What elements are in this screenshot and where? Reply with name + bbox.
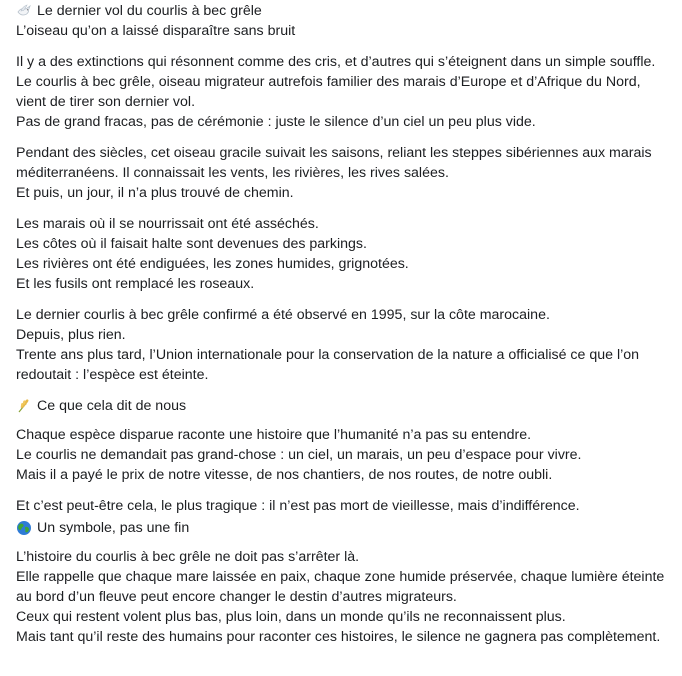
section-symbol-heading-row: [16, 518, 674, 538]
post-title-text: Le dernier vol du courlis à bec grêle: [37, 3, 262, 19]
text-line: Les rivières ont été endiguées, les zones humides, grignotées.: [16, 256, 409, 272]
post-title: [16, 1, 674, 21]
text-line: Les marais où il se nourrissait ont été asséchés.: [16, 216, 319, 232]
text-line: Le courlis à bec grêle, oiseau migrateur autrefois familier des marais d’Europe et d’Afrique du Nord, vient de tirer son dernier vol.: [16, 74, 641, 110]
section-meaning-heading-row: [16, 396, 674, 416]
text-line: Depuis, plus rien.: [16, 327, 126, 343]
last-sighting-paragraph: [16, 305, 674, 385]
text-line: Et puis, un jour, il n’a plus trouvé de chemin.: [16, 185, 294, 201]
causes-paragraph: [16, 214, 674, 294]
text-line: Mais il a payé le prix de notre vitesse, de nos chantiers, de nos routes, de notre oubli.: [16, 467, 553, 483]
text-line: Pendant des siècles, cet oiseau gracile suivait les saisons, reliant les steppes sibériennes aux marais méditerranéens. Il connaissait les vents, les rivières, les rives salées.: [16, 145, 652, 181]
text-line: Les côtes où il faisait halte sont devenues des parkings.: [16, 236, 367, 252]
text-line: Le dernier courlis à bec grêle confirmé a été observé en 1995, sur la côte marocaine.: [16, 307, 550, 323]
text-line: Et c’est peut-être cela, le plus tragique : il n’est pas mort de vieillesse, mais d’indifférence.: [16, 498, 580, 514]
text-line: Elle rappelle que chaque mare laissée en paix, chaque zone humide préservée, chaque lumière éteinte au bord d’un fleuve peut encore changer le destin d’autres migrateurs.: [16, 569, 665, 605]
intro-paragraph: [16, 52, 674, 132]
section-heading-text: Un symbole, pas une fin: [37, 520, 190, 536]
text-line: Ceux qui restent volent plus bas, plus loin, dans un monde qu’ils ne reconnaissent plus.: [16, 609, 566, 625]
dove-icon: [16, 3, 32, 19]
section-heading: [16, 518, 674, 538]
wheat-icon: [16, 398, 32, 414]
text-line: Mais tant qu’il reste des humains pour raconter ces histoires, le silence ne gagnera pas complètement.: [16, 629, 661, 645]
text-line: Pas de grand fracas, pas de cérémonie : juste le silence d’un ciel un peu plus vide.: [16, 114, 536, 130]
text-line: Chaque espèce disparue raconte une histoire que l’humanité n’a pas su entendre.: [16, 427, 532, 443]
text-line: Trente ans plus tard, l’Union internationale pour la conservation de la nature a officialisé ce que l’on redoutait : l’espèce est éteinte.: [16, 347, 640, 383]
section-heading-text: Ce que cela dit de nous: [37, 398, 187, 414]
symbol-paragraph: [16, 547, 674, 647]
text-line: L’histoire du courlis à bec grêle ne doit pas s’arrêter là.: [16, 549, 360, 565]
post-subtitle: L’oiseau qu’on a laissé disparaître sans bruit: [16, 23, 296, 39]
meaning-closing-paragraph: [16, 496, 674, 516]
history-paragraph: [16, 143, 674, 203]
meaning-paragraph: [16, 425, 674, 485]
globe-icon: [16, 520, 32, 536]
text-line: Et les fusils ont remplacé les roseaux.: [16, 276, 255, 292]
section-heading: [16, 396, 674, 416]
text-line: Il y a des extinctions qui résonnent comme des cris, et d’autres qui s’éteignent dans un simple souffle.: [16, 54, 656, 70]
text-line: Le courlis ne demandait pas grand-chose : un ciel, un marais, un peu d’espace pour vivre.: [16, 447, 582, 463]
